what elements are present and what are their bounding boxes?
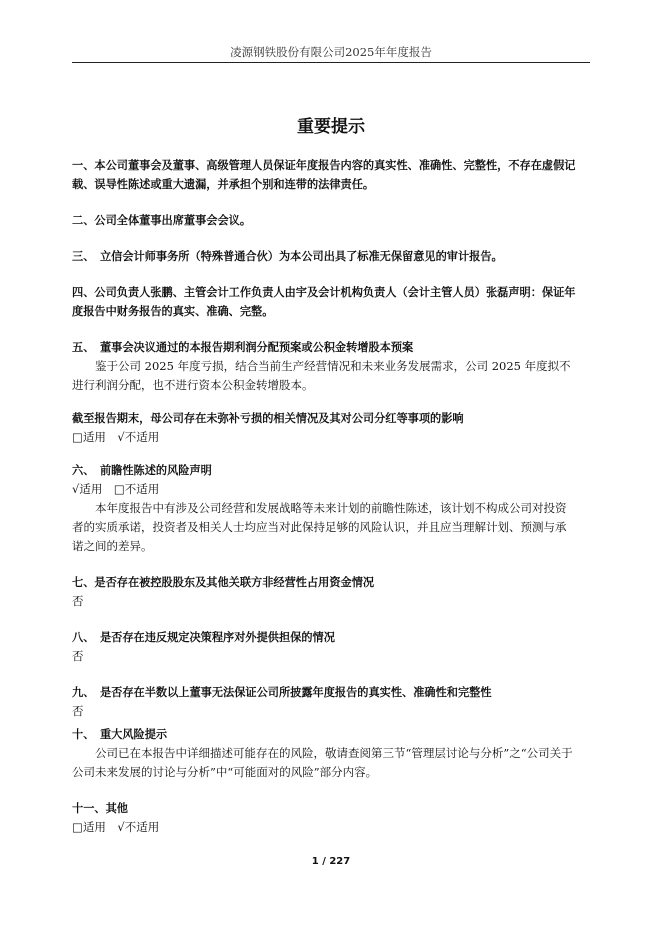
section-10-heading: 十、 重大风险提示 (72, 728, 168, 741)
section-11-heading: 十一、其他 (72, 802, 128, 815)
section-6-heading: 六、 前瞻性陈述的风险声明 (72, 464, 212, 477)
running-header: 凌源钢铁股份有限公司2025年年度报告 (230, 45, 432, 59)
section-6-body: 本年度报告中有涉及公司经营和发展战略等未来计划的前瞻性陈述，该计划不构成公司对投资者的实质承诺，投资者及相关人士均应当对此保持足够的风险认识，并且应当理解计划、预测与承诺之间的差异。 (72, 501, 567, 553)
section-5b-options: □适用 √不适用 (72, 430, 160, 444)
section-2-statement: 二、公司全体董事出席董事会会议。 (72, 214, 252, 227)
section-11-options: □适用 √不适用 (72, 820, 160, 834)
document-body (72, 156, 576, 837)
header-divider (72, 62, 590, 63)
section-3-statement: 三、 立信会计师事务所（特殊普通合伙）为本公司出具了标准无保留意见的审计报告。 (72, 250, 503, 263)
page-title: 重要提示 (297, 117, 365, 137)
section-10-body: 公司已在本报告中详细描述可能存在的风险，敬请查阅第三节“管理层讨论与分析”之“公司关于公司未来发展的讨论与分析”中“可能面对的风险”部分内容。 (72, 746, 573, 779)
section-5b-heading: 截至报告期末，母公司存在未弥补亏损的相关情况及其对公司分红等事项的影响 (72, 412, 464, 425)
section-5-heading: 五、 董事会决议通过的本报告期利润分配预案或公积金转增股本预案 (72, 341, 414, 354)
section-6-options: √适用 □不适用 (72, 482, 160, 496)
section-8-answer: 否 (72, 649, 84, 663)
section-9-answer: 否 (72, 704, 84, 718)
section-4-statement: 四、公司负责人张鹏、主管会计工作负责人由宇及会计机构负责人（会计主管人员）张磊声明：保证年度报告中财务报告的真实、准确、完整。 (72, 286, 576, 318)
section-5-body: 鉴于公司 2025 年度亏损，结合当前生产经营情况和未来业务发展需求，公司 2025 年度拟不进行利润分配，也不进行资本公积金转增股本。 (72, 359, 571, 392)
page-number: 1 / 227 (311, 856, 351, 867)
section-8-heading: 八、 是否存在违反规定决策程序对外提供担保的情况 (72, 631, 335, 644)
section-7-heading: 七、是否存在被控股股东及其他关联方非经营性占用资金情况 (72, 576, 375, 589)
section-7-answer: 否 (72, 594, 84, 608)
section-1-statement: 一、本公司董事会及董事、高级管理人员保证年度报告内容的真实性、准确性、完整性，不存在虚假记载、误导性陈述或重大遗漏，并承担个别和连带的法律责任。 (72, 159, 576, 191)
section-9-heading: 九、 是否存在半数以上董事无法保证公司所披露年度报告的真实性、准确性和完整性 (72, 686, 492, 699)
